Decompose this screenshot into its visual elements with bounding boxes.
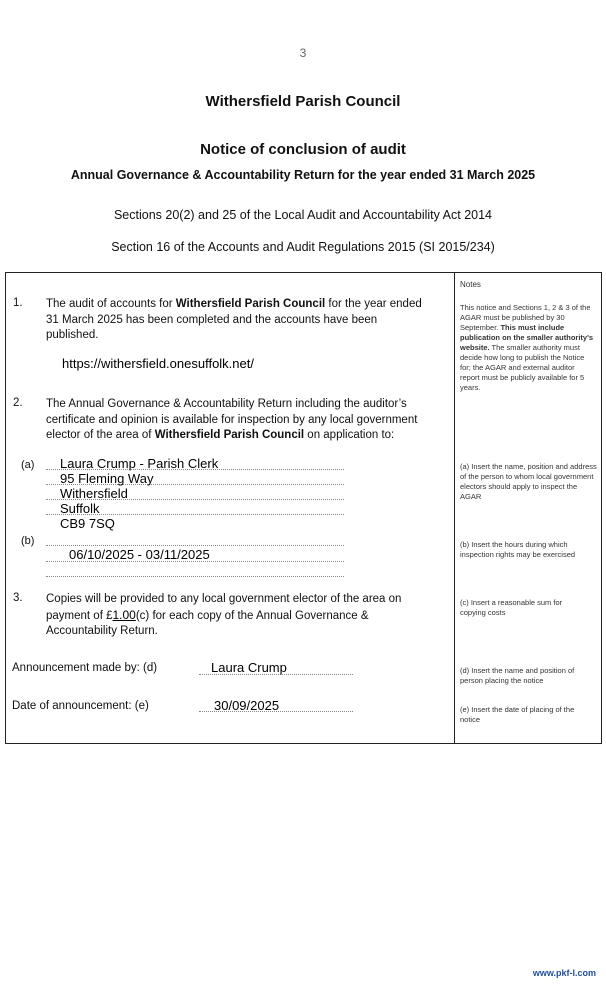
contact-address-2: Withersfield xyxy=(60,486,128,501)
date-label: Date of announcement: (e) xyxy=(12,700,149,712)
contact-postcode: CB9 7SQ xyxy=(60,516,115,531)
notes-divider xyxy=(454,272,455,744)
council-name: Withersfield Parish Council xyxy=(205,93,401,110)
note-e: (e) Insert the date of placing of the notice xyxy=(460,705,575,724)
hours-line-3 xyxy=(46,576,344,578)
note-b: (b) Insert the hours during which inspection rights may be exercised xyxy=(460,540,576,559)
item2-number: 2. xyxy=(13,397,23,409)
notice-title: Notice of conclusion of audit xyxy=(200,141,406,158)
date-value: 30/09/2025 xyxy=(214,698,280,713)
note-1: This notice and Sections 1, 2 & 3 of the AGAR must be published by 30 September. This must include publication on the smaller authority's website. The smaller authority must decide how long to publish the Notice for; the AGAR and external auditor report must be publicly available for 5 years. xyxy=(460,303,594,392)
item3-number: 3. xyxy=(13,592,23,604)
notes-heading: Notes xyxy=(460,280,481,289)
hours-label: (b) xyxy=(21,535,35,547)
item1-text: The audit of accounts for Withersfield Parish Council for the year ended 31 March 2025 has been completed and the accounts have been published. xyxy=(46,298,422,341)
item3-text: Copies will be provided to any local government elector of the area on payment of £1.00(c) for each copy of the Annual Governance & Accountability Return. xyxy=(46,593,402,637)
item1-number: 1. xyxy=(13,297,23,309)
item2-text: The Annual Governance & Accountability Return including the auditor’s certificate and opinion is available for inspection by any local government elector of the area of Withersfield Parish Council on application to: xyxy=(46,398,418,441)
copy-fee: 1.00 xyxy=(112,607,136,622)
sections-line-2: Section 16 of the Accounts and Audit Regulations 2015 (SI 2015/234) xyxy=(111,240,495,254)
announcement-label: Announcement made by: (d) xyxy=(12,662,158,674)
contact-address-3: Suffolk xyxy=(60,501,100,516)
inspection-dates: 06/10/2025 - 03/11/2025 xyxy=(69,547,210,562)
footer-link[interactable]: www.pkf-l.com xyxy=(532,968,596,978)
note-d: (d) Insert the name and position of person placing the notice xyxy=(460,666,575,685)
announcement-value: Laura Crump xyxy=(211,660,287,675)
sections-line-1: Sections 20(2) and 25 of the Local Audit and Accountability Act 2014 xyxy=(113,208,493,222)
note-c: (c) Insert a reasonable sum for copying costs xyxy=(460,598,563,617)
page-number: 3 xyxy=(299,46,307,60)
subtitle: Annual Governance & Accountability Return for the year ended 31 March 2025 xyxy=(70,168,536,182)
contact-label: (a) xyxy=(21,459,35,471)
contact-name: Laura Crump - Parish Clerk xyxy=(60,456,219,471)
website-link[interactable]: https://withersfield.onesuffolk.net/ xyxy=(62,356,254,371)
note-a: (a) Insert the name, position and address of the person to whom local government electors should apply to inspect the AGAR xyxy=(460,462,597,501)
contact-address-1: 95 Fleming Way xyxy=(60,471,154,486)
